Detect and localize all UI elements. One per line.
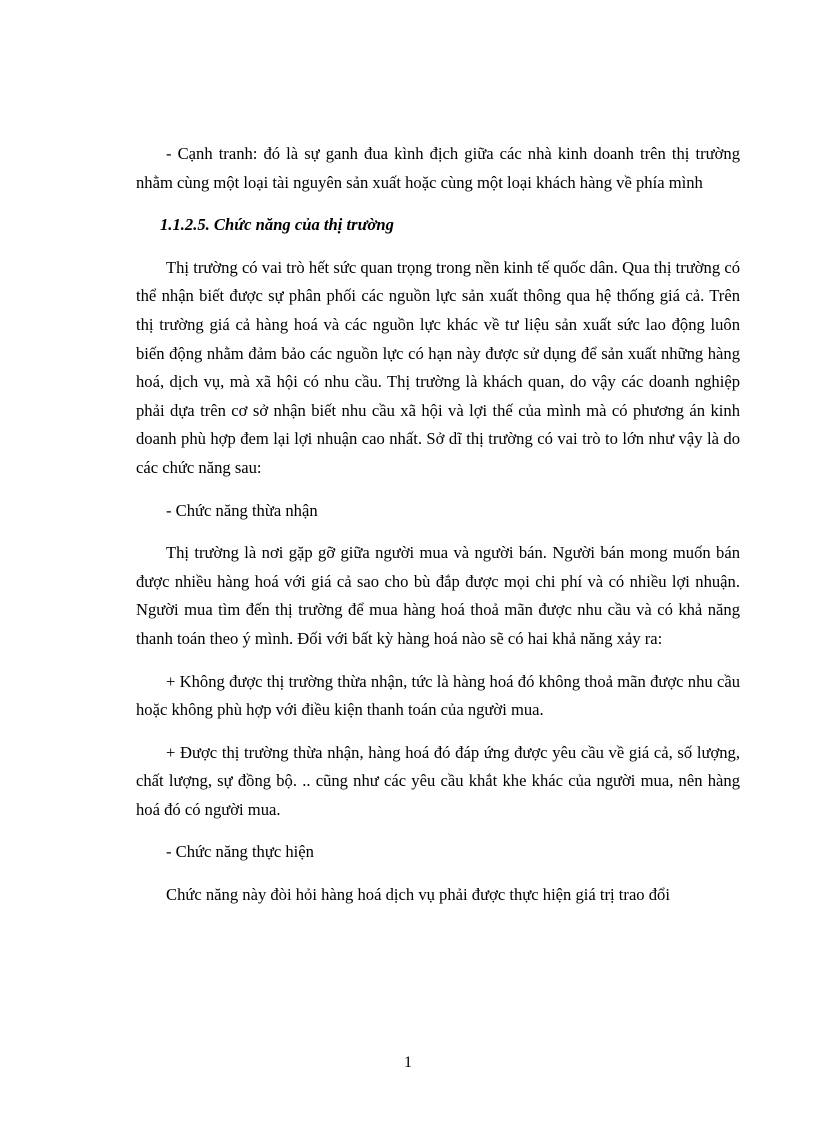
paragraph-buyer-seller: Thị trường là nơi gặp gỡ giữa người mua và người bán. Người bán mong muốn bán được nhiều hàng hoá với giá cả sao cho bù đắp được mọi chi phí và có nhiều lợi nhuận. Người mua tìm đến thị trường để mua hàng hoá thoả mãn được nhu cầu và có khả năng thanh toán theo ý mình. Đối với bất kỳ hàng hoá nào sẽ có hai khả năng xảy ra: [136,543,740,648]
paragraph-not-recognized: + Không được thị trường thừa nhận, tức là hàng hoá đó không thoả mãn được nhu cầu hoặc không phù hợp với điều kiện thanh toán của người mua. [136,671,740,720]
paragraph-recognition-function: - Chức năng thừa nhận [166,500,318,520]
paragraph-recognized: + Được thị trường thừa nhận, hàng hoá đó đáp ứng được yêu cầu về giá cả, số lượng, chất lượng, sự đồng bộ. .. cũng như các yêu cầu khắt khe khác của người mua, nên hàng hoá đó có người mua. [136,742,740,819]
paragraph-realization-function: - Chức năng thực hiện [166,842,314,862]
paragraph-competition: - Cạnh tranh: đó là sự ganh đua kình địch giữa các nhà kinh doanh trên thị trường nhằm cùng một loại tài nguyên sản xuất hoặc cùng một loại khách hàng về phía mình [136,144,740,192]
paragraph-realization-desc: Chức năng này đòi hỏi hàng hoá dịch vụ phải được thực hiện giá trị trao đổi [166,885,670,905]
paragraph-market-role: Thị trường có vai trò hết sức quan trọng trong nền kinh tế quốc dân. Qua thị trường có thể nhận biết được sự phân phối các nguồn lực sản xuất thông qua hệ thống giá cả. Trên thị trường giá cả hàng hoá và các nguồn lực khác về tư liệu sản xuất sức lao động luôn biến động nhằm đảm bảo các nguồn lực có hạn này được sử dụng để sản xuất những hàng hoá, dịch vụ, mà xã hội có nhu cầu. Thị trường là khách quan, do vậy các doanh nghiệp phải dựa trên cơ sở nhận biết nhu cầu xã hội và lợi thế của mình mà có phương án kinh doanh phù hợp đem lại lợi nhuận cao nhất. Sở dĩ thị trường có vai trò to lớn như vậy là do các chức năng sau: [136,257,740,477]
document-body [136,140,740,924]
page-number: 1 [404,1054,412,1071]
section-heading: 1.1.2.5. Chức năng của thị trường [160,215,394,235]
